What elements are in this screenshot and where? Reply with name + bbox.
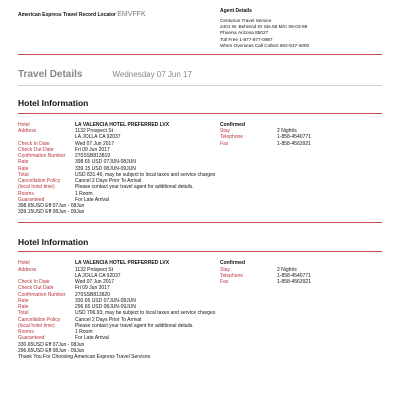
fax-label: Fax <box>220 140 229 147</box>
agent-line: Phoenix Arizona 85027 <box>220 30 269 36</box>
travel-divider <box>18 85 382 86</box>
confirmation-value: 270SSB813819 <box>75 153 111 160</box>
stay-value: 2 Night/s <box>277 266 297 273</box>
confirmed-status: Confirmed <box>220 121 245 128</box>
travel-details-header <box>18 69 382 82</box>
guaranteed-row <box>18 335 220 341</box>
agent-line: 2401 W. Behrend Dr Ste.55 M/C 08-03-69 <box>220 24 308 30</box>
local-time-value: Please contact your travel agent for additional details. <box>75 184 194 191</box>
hotel-details <box>18 122 382 216</box>
confirmation-value: 270SSB813820 <box>75 291 111 298</box>
rate-note: 398.65USD Eff 07Jun - 08Jun <box>18 203 85 210</box>
section-divider <box>18 222 382 223</box>
rate-label: Rate <box>18 304 29 311</box>
fax-row <box>220 279 382 285</box>
address-value <box>75 267 220 280</box>
address-row <box>18 267 220 280</box>
address-line: LA JOLLA CA 92037 <box>75 134 121 141</box>
stay-label: Stay <box>220 266 231 273</box>
cancellation-label: Cancellation Policy <box>18 178 61 185</box>
agent-line: Toll Free 1-877-877-0987 <box>220 36 273 42</box>
stay-label: Stay <box>220 128 231 135</box>
checkout-label: Check Out Date <box>18 146 54 153</box>
agent-line: Centurion Travel Service <box>220 18 272 24</box>
record-locator <box>18 11 146 49</box>
checkin-value: Wed 07 Jun 2017 <box>75 140 115 147</box>
guaranteed-value: For Late Arrival <box>75 196 109 203</box>
fax-row <box>220 141 382 147</box>
rooms-value: 1 Room <box>75 190 93 197</box>
rate-note: 330.65USD Eff 07Jun - 08Jun <box>18 341 85 348</box>
cancellation-value: Cancel 2 Days Prior To Arrival <box>75 178 142 185</box>
telephone-label: Telephone <box>220 272 244 279</box>
header <box>18 0 382 49</box>
total-value: USD 831.46, may be subject to local taxes and service charges <box>75 171 216 178</box>
section-divider <box>18 113 382 114</box>
address-line: LA JOLLA CA 92037 <box>75 272 121 279</box>
address-label: Address <box>18 266 37 273</box>
locator-code: EMVFFK <box>117 11 146 18</box>
guaranteed-label: Guaranteed <box>18 196 45 203</box>
address-line: 1132 Prospect St <box>75 128 113 135</box>
address-row <box>18 128 220 141</box>
telephone-value: 1-858-4540771 <box>277 134 311 141</box>
rate-value: 339.15 USD 08JUN-09JUN <box>75 165 136 172</box>
hotel-label: Hotel <box>18 260 30 267</box>
stay-value: 2 Night/s <box>277 128 297 135</box>
rate-value: 398.65 USD 07JUN-08JUN <box>75 159 136 166</box>
rooms-value: 1 Room <box>75 329 93 336</box>
hotel-details <box>18 260 382 360</box>
guaranteed-value: For Late Arrival <box>75 335 109 342</box>
hotel-section-title: Hotel Information <box>18 98 89 109</box>
total-label: Total <box>18 310 29 317</box>
rooms-label: Rooms <box>18 190 34 197</box>
rate-label: Rate <box>18 159 29 166</box>
confirmed-status: Confirmed <box>220 260 245 267</box>
hotel-details-left <box>18 260 220 360</box>
address-value <box>75 128 220 141</box>
checkin-label: Check In Date <box>18 140 50 147</box>
agent-details-title: Agent Details <box>220 8 252 14</box>
local-time-label: (local hotel time) <box>18 184 55 191</box>
guaranteed-label: Guaranteed <box>18 335 45 342</box>
cancellation-label: Cancellation Policy <box>18 316 61 323</box>
checkout-label: Check Out Date <box>18 285 54 292</box>
confirmation-label: Confirmation Number <box>18 153 66 160</box>
telephone-value: 1-858-4540771 <box>277 272 311 279</box>
travel-date: Wednesday 07 Jun 17 <box>112 69 192 79</box>
hotel-details-left <box>18 122 220 216</box>
rate-label: Rate <box>18 297 29 304</box>
hotel-section <box>18 98 382 222</box>
total-value: USD 706.93, may be subject to local taxes and service charges <box>75 310 216 317</box>
hotel-details-right <box>220 260 382 360</box>
local-time-label: (local hotel time) <box>18 322 55 329</box>
rate-value: 330.65 USD 07JUN-08JUN <box>75 297 136 304</box>
local-time-value: Please contact your travel agent for additional details. <box>75 322 194 329</box>
thank-you-note: Thank You For Choosing American Express Travel Services <box>18 354 151 361</box>
hotel-details-right <box>220 122 382 216</box>
hotel-section-title: Hotel Information <box>18 236 89 247</box>
checkout-value: Fri 09 Jun 2017 <box>75 146 110 153</box>
agent-details <box>220 8 382 49</box>
checkin-value: Wed 07 Jun 2017 <box>75 279 115 286</box>
total-label: Total <box>18 171 29 178</box>
address-label: Address <box>18 128 37 135</box>
checkout-value: Fri 09 Jun 2017 <box>75 285 110 292</box>
cancellation-value: Cancel 2 Days Prior To Arrival <box>75 316 142 323</box>
rate-value: 296.65 USD 08JUN-09JUN <box>75 304 136 311</box>
header-divider <box>18 54 382 55</box>
telephone-label: Telephone <box>220 134 244 141</box>
section-divider <box>18 251 382 252</box>
rate-note: 296.65USD Eff 08Jun - 09Jun <box>18 347 85 354</box>
hotel-name: LA VALENCIA HOTEL PREFERRED LVX <box>75 121 170 128</box>
rate-label: Rate <box>18 165 29 172</box>
travel-details-title: Travel Details <box>18 68 83 80</box>
fax-value: 1-858-4563921 <box>277 140 311 147</box>
rate-note: 339.15USD Eff 08Jun - 09Jun <box>18 209 85 216</box>
confirmation-label: Confirmation Number <box>18 291 66 298</box>
locator-label: American Express Travel Record Locator <box>18 12 116 18</box>
hotel-section <box>18 237 382 361</box>
checkin-label: Check In Date <box>18 279 50 286</box>
fax-value: 1-858-4563921 <box>277 279 311 286</box>
hotel-name: LA VALENCIA HOTEL PREFERRED LVX <box>75 260 170 267</box>
rooms-label: Rooms <box>18 329 34 336</box>
address-line: 1132 Prospect St <box>75 266 113 273</box>
hotel-label: Hotel <box>18 121 30 128</box>
agent-line: When Overseas Call Collect 602-537-4000 <box>220 42 310 48</box>
fax-label: Fax <box>220 279 229 286</box>
